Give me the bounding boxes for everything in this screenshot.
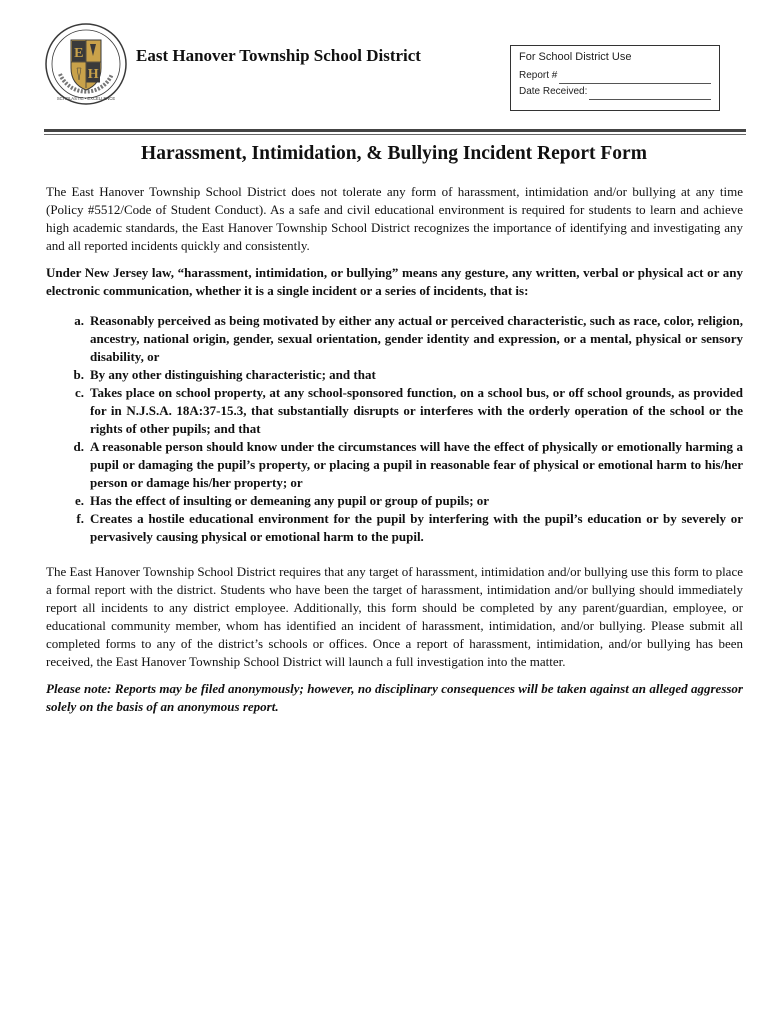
report-number-label: Report # xyxy=(519,70,558,81)
district-use-box xyxy=(510,45,720,111)
district-use-title: For School District Use xyxy=(519,51,632,63)
report-number-field[interactable] xyxy=(519,68,711,84)
logo-ring-text: SCHOLASTIC • EXCELLENCE xyxy=(56,96,116,101)
law-definition-paragraph: Under New Jersey law, “harassment, intimidation, or bullying” means any gesture, any written, verbal or physical act or any electronic communication, whether it is a single incident or a series of incidents, that is: xyxy=(46,265,743,298)
criteria-letter: e. xyxy=(74,493,84,508)
district-seal-logo xyxy=(44,22,128,106)
criteria-item xyxy=(46,492,743,510)
criteria-text: Takes place on school property, at any school-sponsored function, on a school bus, or off school grounds, as provided for in N.J.S.A. 18A:37-15.3, that substantially disrupts or interferes with the orderly operation of the school or the rights of other pupils; and that xyxy=(90,385,743,436)
criteria-item xyxy=(46,438,743,492)
form-body xyxy=(46,183,743,716)
logo-letter-h: H xyxy=(87,67,99,82)
criteria-item xyxy=(46,384,743,438)
date-received-label: Date Received: xyxy=(519,86,588,97)
criteria-item xyxy=(46,312,743,366)
criteria-text: Reasonably perceived as being motivated by either any actual or perceived characteristic, such as race, color, religion, ancestry, national origin, gender, sexual orientation, gender identity and expression, or a mental, physical or sensory disability, or xyxy=(90,313,743,364)
logo-letter-e: E xyxy=(74,46,84,61)
criteria-letter: c. xyxy=(74,385,84,400)
date-received-blank[interactable] xyxy=(589,88,711,100)
criteria-item xyxy=(46,366,743,384)
criteria-text: Creates a hostile educational environment for the pupil by interfering with the pupil’s education or by severely or pervasively causing physical or emotional harm to the pupil. xyxy=(90,511,743,544)
criteria-letter: b. xyxy=(73,367,84,382)
intro-paragraph: The East Hanover Township School District does not tolerate any form of harassment, intimidation and/or bullying at any time (Policy #5512/Code of Student Conduct). As a safe and civil educational environment is required for students to learn and achieve high academic standards, the East Hanover Township School District recognizes the importance of identifying and investigating any and all reported incidents quickly and consistently. xyxy=(46,184,743,253)
criteria-item xyxy=(46,510,743,546)
anonymous-report-note: Please note: Reports may be filed anonymously; however, no disciplinary consequences will be taken against an alleged aggressor solely on the basis of an anonymous report. xyxy=(46,681,743,714)
form-title: Harassment, Intimidation, & Bullying Incident Report Form xyxy=(141,143,647,164)
header-divider-thin xyxy=(44,134,746,135)
criteria-text: Has the effect of insulting or demeaning any pupil or group of pupils; or xyxy=(90,493,490,508)
district-name: East Hanover Township School District xyxy=(136,46,421,65)
report-number-blank[interactable] xyxy=(559,72,711,84)
date-received-field[interactable] xyxy=(519,84,711,100)
criteria-list xyxy=(46,312,743,546)
reporting-requirements-paragraph: The East Hanover Township School District requires that any target of harassment, intimidation and/or bullying use this form to place a formal report with the district. Students who have been the target of harassment, intimidation and/or bullying should immediately report all incidents to any district employee. Additionally, this form should be completed by any parent/guardian, employee, or educational community member, whom has identified an incident of harassment, intimidation, and/or bullying. Please submit all completed forms to any of the district’s schools or offices. Once a report of harassment, intimidation, and/or bullying has been received, the East Hanover Township School District will launch a full investigation into the matter. xyxy=(46,564,743,669)
criteria-text: By any other distinguishing characteristic; and that xyxy=(90,367,376,382)
criteria-letter: f. xyxy=(76,511,84,526)
criteria-letter: d. xyxy=(73,439,84,454)
criteria-text: A reasonable person should know under the circumstances will have the effect of physically or emotionally harming a pupil or damaging the pupil’s property, or placing a pupil in reasonable fear of physical or emotional harm to his/her person or damage his/her property; or xyxy=(90,439,743,490)
header-divider-thick xyxy=(44,129,746,132)
criteria-letter: a. xyxy=(74,313,84,328)
